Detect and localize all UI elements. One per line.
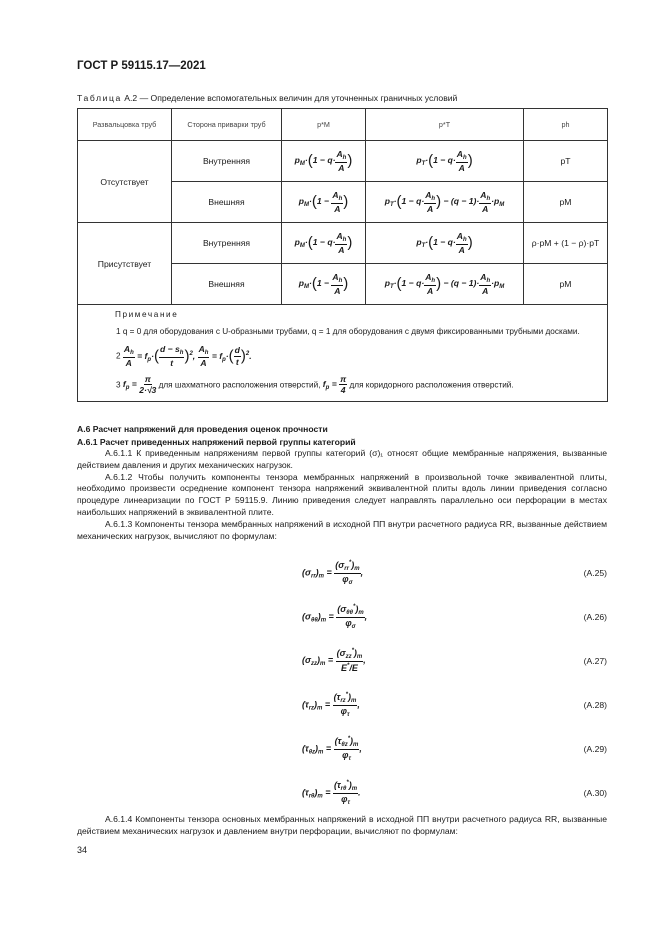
page-number: 34 bbox=[77, 845, 88, 855]
equation-formula: $(\tau_{r\theta})_m$ = $(\tau_{r\theta}^*)_m$ $\varphi_\tau$ . bbox=[302, 780, 361, 806]
side-cell: Внешняя bbox=[172, 264, 282, 305]
header-weld-side: Сторона приварки труб bbox=[172, 109, 282, 141]
equation-formula: $(\tau_{rz})_m$ = $(\tau_{rz}^*)_m$ $\varphi_\tau$ , bbox=[302, 692, 360, 718]
equation-formula: $(\sigma_{\theta\theta})_m$ = $(\sigma_{\theta\theta}^*)_m$ $\varphi_\sigma$ , bbox=[302, 604, 368, 630]
table-row bbox=[78, 141, 608, 182]
equation-number: (А.30) bbox=[583, 788, 607, 798]
note-3-formula-a: $f_p$ = $\frac{\pi}{2\cdot√3}$ bbox=[122, 373, 157, 396]
note-3-formula-b: $f_p$ = $\frac{\pi}{4}$ bbox=[322, 373, 347, 396]
equation-a30 bbox=[77, 780, 607, 808]
equation-a27 bbox=[77, 648, 607, 676]
header-pm bbox=[282, 109, 366, 141]
side-cell: Внутренняя bbox=[172, 223, 282, 264]
note-2-num: 2 bbox=[116, 351, 121, 361]
table-note bbox=[78, 305, 608, 402]
equation-number: (А.26) bbox=[583, 612, 607, 622]
section-heading-a6: А.6 Расчет напряжений для проведения оценок прочности bbox=[77, 424, 328, 434]
note-3-num: 3 bbox=[116, 379, 121, 389]
note-3 bbox=[116, 375, 599, 395]
table-header-row bbox=[78, 109, 608, 141]
formula-pm: $p_M\cdot(1$ − $\frac{A_h}{A}$ ) bbox=[282, 264, 366, 305]
equation-a28 bbox=[77, 692, 607, 720]
note-3-text-b: для коридорного расположения отверстий. bbox=[349, 379, 514, 389]
note-title: Примечание bbox=[115, 310, 179, 319]
paragraph-a613: А.6.1.3 Компоненты тензора мембранных напряжений в исходной ПП внутри расчетного радиуса RR, вызванные действием механических нагрузок, вычисляют по формулам: bbox=[77, 518, 607, 541]
side-cell: Внешняя bbox=[172, 182, 282, 223]
note-2-formula: $\frac{A_h}{A}$ = $f_p\cdot$( $\frac{d - s_h}{t}$ )$^2$, $\frac{A_h}{A}$ = $f_p\cdot$( $\frac{d}{t}$ )$^2$. bbox=[123, 344, 252, 368]
section-heading-a61: А.6.1 Расчет приведенных напряжений первой группы категорий bbox=[77, 437, 356, 447]
paragraph-a611: А.6.1.1 К приведенным напряжениям первой группы категорий (σ)₁ относят общие мембранные напряжения, вызванные действием давления и других механических нагрузок. bbox=[77, 448, 607, 470]
table-title-text: А.2 — Определение вспомогательных величин для уточненных граничных условий bbox=[121, 93, 458, 103]
header-pm-text: p*M bbox=[317, 120, 330, 129]
paragraph-a612: А.6.1.2 Чтобы получить компоненты тензора мембранных напряжений в произвольной точке эквивалентной плиты, необходимо произвести осреднение компонент тензора напряжений эквивалентной плиты вдоль линии приведения согласно процедуре линеаризации по ГОСТ Р 59115.9. Линию приведения следует направлять параллельно оси перфорации в местах наибольших напряжений в эквивалентной плите. bbox=[77, 471, 607, 517]
formula-pt: $p_T\cdot(1 - q\cdot$ $\frac{A_h}{A}$ ) bbox=[366, 141, 524, 182]
header-ph-text: ph bbox=[561, 120, 570, 129]
ph-cell: pM bbox=[524, 182, 608, 223]
note-2 bbox=[116, 345, 599, 368]
table-title bbox=[77, 93, 457, 103]
note-1: 1 q = 0 для оборудования с U-образными трубами, q = 1 для оборудования с двумя фиксированными трубными досками. bbox=[116, 327, 580, 336]
section-block bbox=[77, 424, 607, 542]
equation-a26 bbox=[77, 604, 607, 632]
formula-pm: $p_M\cdot(1 - q\cdot$ $\frac{A_h}{A}$ ) bbox=[282, 223, 366, 264]
equation-a25 bbox=[77, 560, 607, 588]
paragraph-a614: А.6.1.4 Компоненты тензора основных мембранных напряжений в исходной ПП внутри расчетного радиуса RR, вызванные действием механических нагрузок и давлением внутри перфорации, вычисляют по формулам: bbox=[77, 814, 607, 836]
formula-pt: $p_T\cdot(1 - q\cdot$ $\frac{A_h}{A}$ ) − (q − 1)· $\frac{A_h}{A}$ $\cdot p_M$ bbox=[366, 182, 524, 223]
formula-pt: $p_T\cdot(1 - q\cdot$ $\frac{A_h}{A}$ ) bbox=[366, 223, 524, 264]
ph-cell: ρ·pM + (1 − ρ)·pT bbox=[524, 223, 608, 264]
note-3-text-a: для шахматного расположения отверстий, bbox=[158, 379, 321, 389]
header-pt-text: p*T bbox=[438, 120, 451, 129]
header-ph bbox=[524, 109, 608, 141]
header-pt bbox=[366, 109, 524, 141]
definitions-table bbox=[77, 108, 608, 402]
ph-cell: pT bbox=[524, 141, 608, 182]
equation-number: (А.25) bbox=[583, 568, 607, 578]
table-note-row bbox=[78, 305, 608, 402]
equation-number: (А.29) bbox=[583, 744, 607, 754]
formula-pt: $p_T\cdot(1 - q\cdot$ $\frac{A_h}{A}$ ) − (q − 1)· $\frac{A_h}{A}$ $\cdot p_M$ bbox=[366, 264, 524, 305]
equation-formula: $(\sigma_{zz})_m$ = $(\sigma_{zz}^*)_m$ E*/E , bbox=[302, 648, 366, 673]
equation-number: (А.27) bbox=[583, 656, 607, 666]
side-cell: Внутренняя bbox=[172, 141, 282, 182]
equation-formula: $(\tau_{\theta z})_m$ = $(\tau_{\theta z}^*)_m$ $\varphi_\tau$ , bbox=[302, 736, 362, 762]
table-title-prefix: Таблица bbox=[77, 93, 122, 103]
table-row bbox=[78, 223, 608, 264]
group-present: Присутствует bbox=[78, 223, 172, 305]
equation-a29 bbox=[77, 736, 607, 764]
formula-pm: $p_M\cdot(1 - q\cdot$ $\frac{A_h}{A}$ ) bbox=[282, 141, 366, 182]
equation-formula: $(\sigma_{rr})_m$ = $(\sigma_{rr}^*)_m$ $\varphi_\sigma$ , bbox=[302, 560, 364, 586]
equation-number: (А.28) bbox=[583, 700, 607, 710]
formula-pm: $p_M\cdot(1$ − $\frac{A_h}{A}$ ) bbox=[282, 182, 366, 223]
ph-cell: pM bbox=[524, 264, 608, 305]
document-header: ГОСТ Р 59115.17—2021 bbox=[77, 60, 206, 72]
group-absent: Отсутствует bbox=[78, 141, 172, 223]
header-flaring: Развальцовка труб bbox=[78, 109, 172, 141]
